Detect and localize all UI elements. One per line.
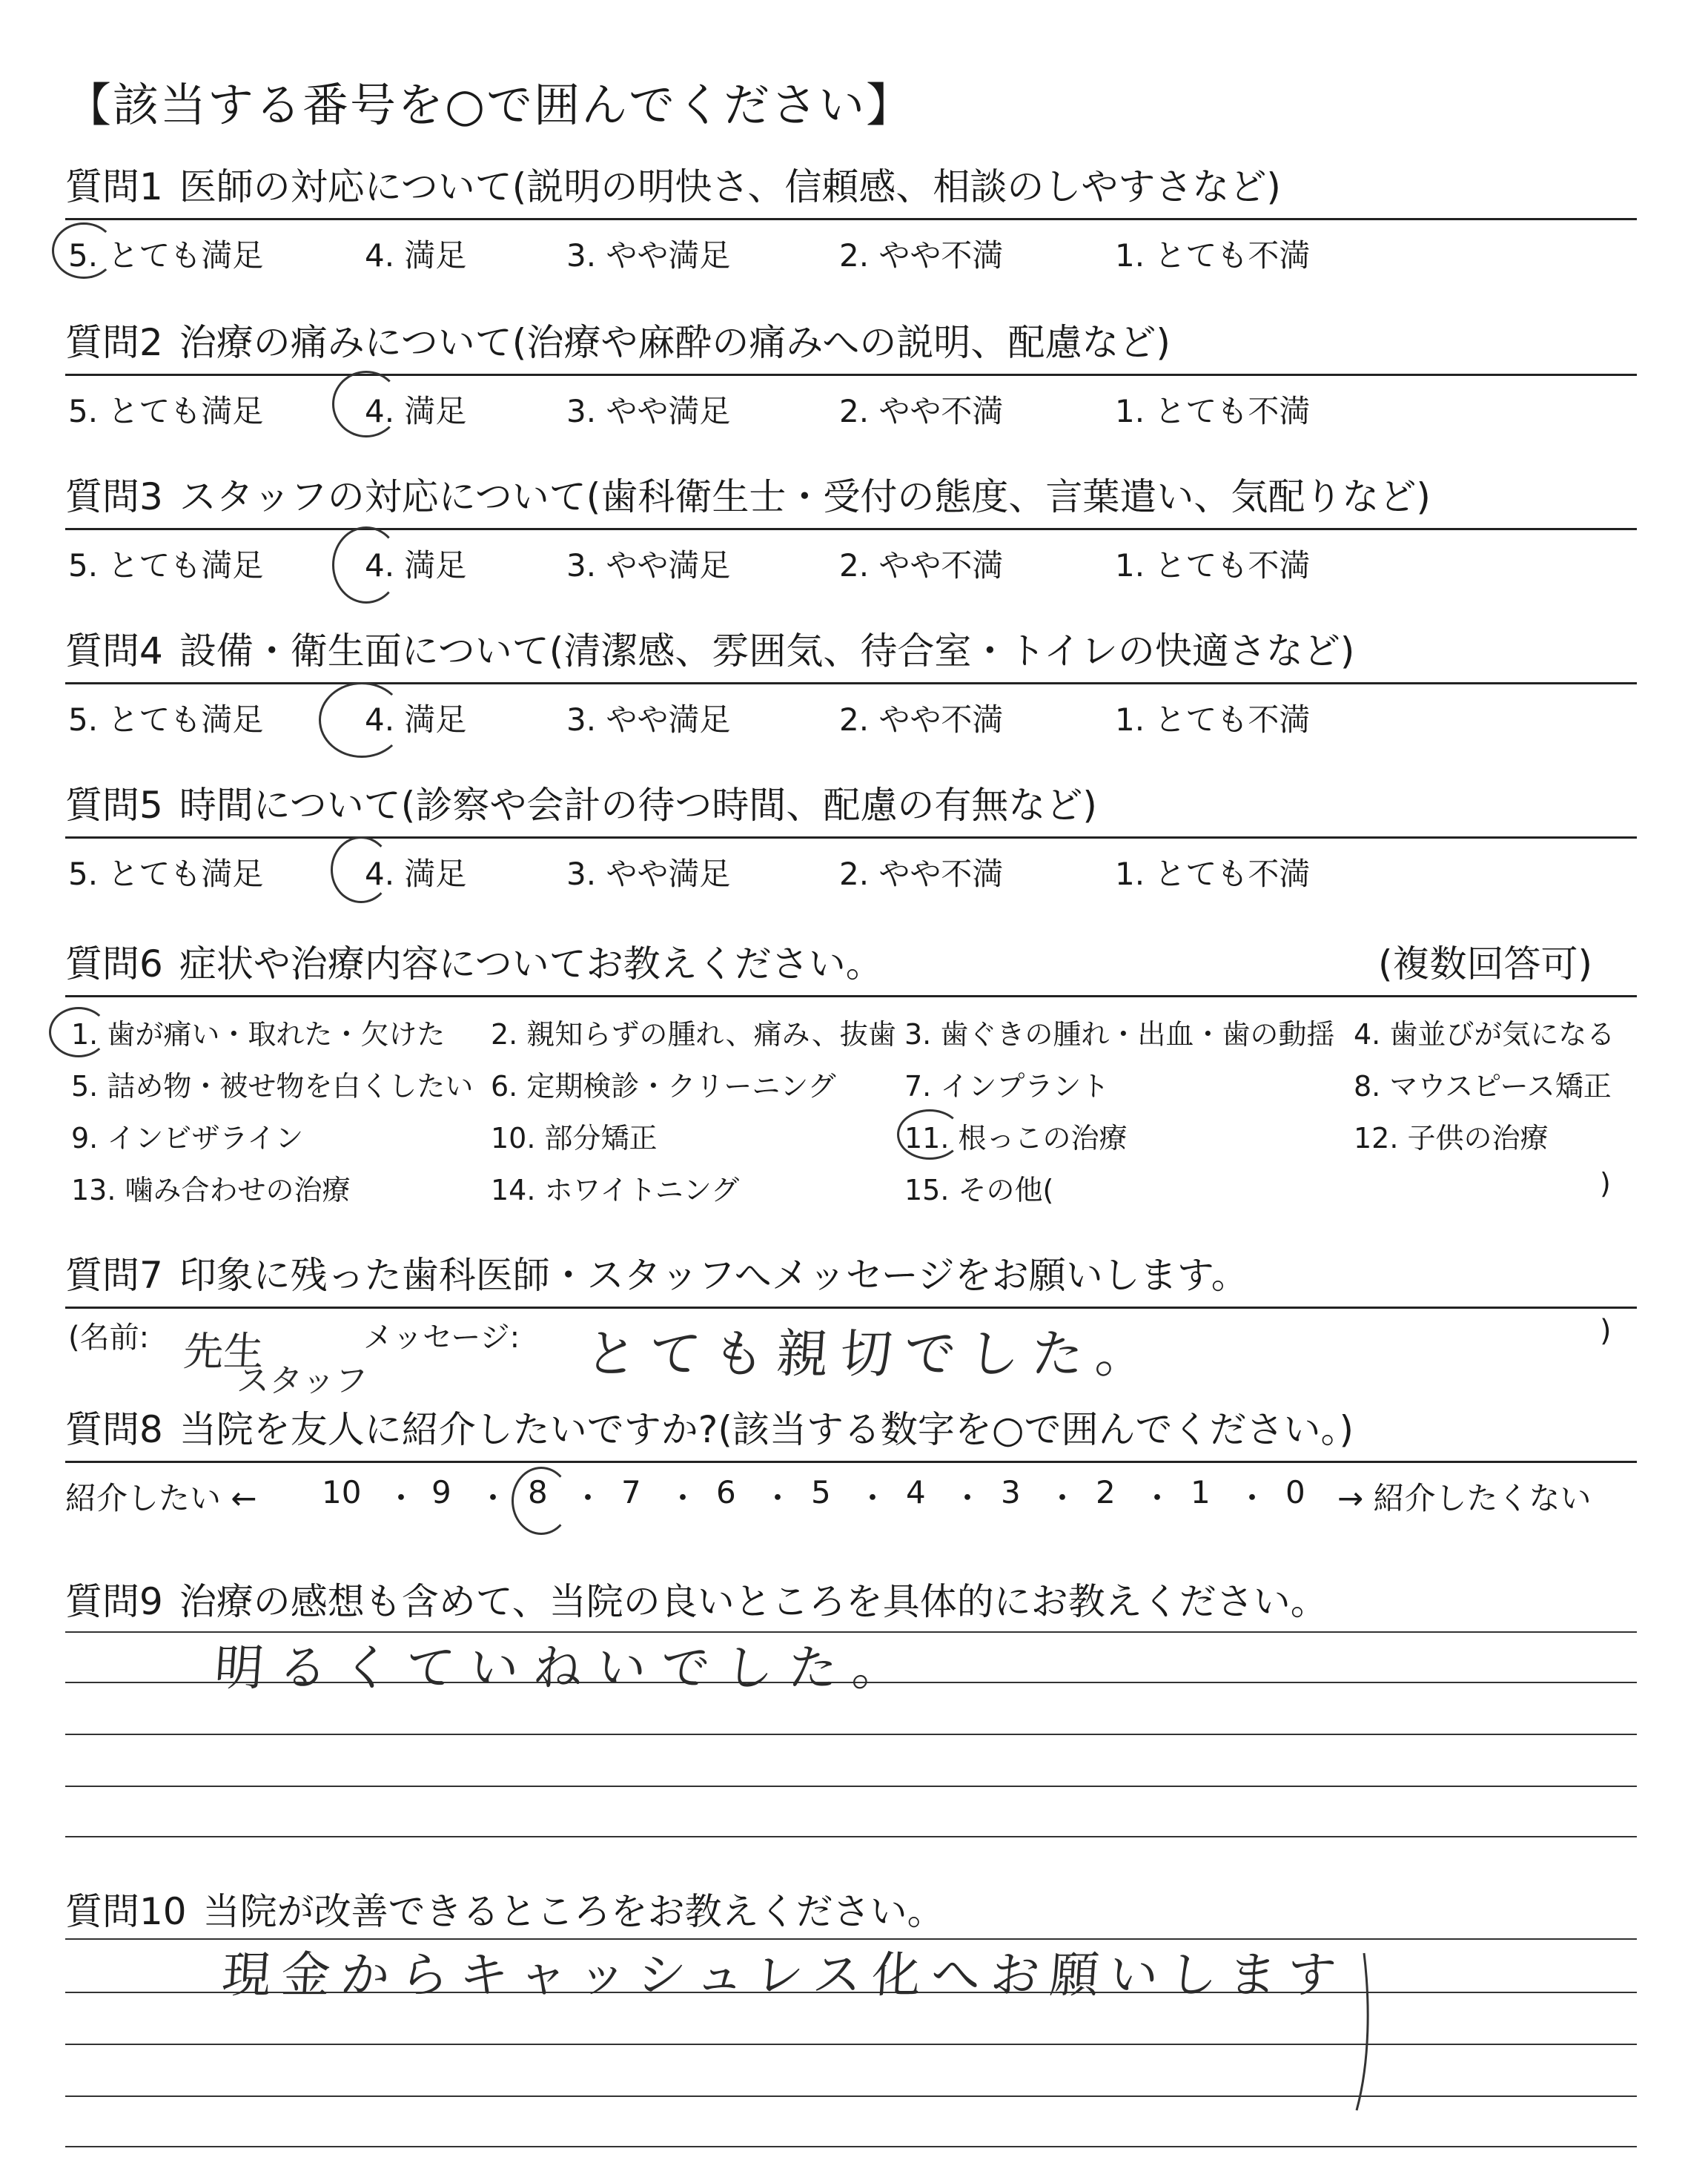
answer-circle	[319, 682, 405, 758]
scale-2[interactable]: 2	[1096, 1474, 1116, 1510]
scale-10[interactable]: 10	[322, 1474, 362, 1510]
question-number: 質問7	[65, 1254, 163, 1297]
question-number: 質問4	[65, 630, 163, 673]
question-number: 質問2	[65, 321, 163, 364]
question-7	[65, 1253, 1637, 1298]
option-2[interactable]: 2. やや不満	[839, 701, 1004, 738]
option-1[interactable]: 1. とても不満	[1115, 856, 1311, 892]
option-4[interactable]: 4. 満足	[365, 237, 467, 274]
option-1[interactable]: 1. とても不満	[1115, 701, 1311, 738]
symptom-3[interactable]: 3. 歯ぐきの腫れ・出血・歯の動揺	[904, 1018, 1335, 1051]
divider	[65, 995, 1637, 997]
option-4[interactable]: 4. 満足	[365, 547, 467, 584]
question-number: 質問5	[65, 784, 163, 827]
question-3	[65, 475, 1637, 519]
option-2[interactable]: 2. やや不満	[839, 237, 1004, 274]
option-5[interactable]: 5. とても満足	[68, 237, 264, 274]
answer-line	[65, 1786, 1637, 1787]
name-label: (名前:	[68, 1321, 150, 1355]
question-number: 質問1	[65, 165, 163, 208]
symptom-6[interactable]: 6. 定期検診・クリーニング	[491, 1070, 836, 1103]
scale-right-label: → 紹介したくない	[1337, 1480, 1592, 1516]
option-3[interactable]: 3. やや満足	[566, 393, 731, 429]
scale-dot: ・	[1237, 1480, 1268, 1516]
handwritten-name-staff: スタッフ	[235, 1362, 369, 1400]
answer-circle	[331, 836, 391, 903]
question-4	[65, 629, 1637, 673]
scale-dot: ・	[952, 1480, 984, 1516]
option-1[interactable]: 1. とても不満	[1115, 547, 1311, 584]
option-3[interactable]: 3. やや満足	[566, 856, 731, 892]
option-2[interactable]: 2. やや不満	[839, 393, 1004, 429]
pen-stroke	[1357, 1953, 1368, 2110]
question-number: 質問8	[65, 1408, 163, 1451]
symptom-7[interactable]: 7. インプラント	[904, 1070, 1110, 1103]
answer-circle	[332, 371, 400, 437]
option-3[interactable]: 3. やや満足	[566, 701, 731, 738]
scale-6[interactable]: 6	[716, 1474, 736, 1510]
scale-7[interactable]: 7	[621, 1474, 641, 1510]
option-4[interactable]: 4. 満足	[365, 393, 467, 429]
scale-dot: ・	[1142, 1480, 1174, 1516]
divider	[65, 836, 1637, 839]
question-title: 時間について(診察や会計の待つ時間、配慮の有無など)	[179, 784, 1097, 827]
question-title: 症状や治療内容についてお教えください。	[179, 942, 883, 985]
option-5[interactable]: 5. とても満足	[68, 393, 264, 429]
answer-circle	[897, 1109, 962, 1160]
option-2[interactable]: 2. やや不満	[839, 547, 1004, 584]
multiple-answer-note: (複数回答可)	[1377, 942, 1592, 985]
scale-8[interactable]: 8	[528, 1474, 548, 1510]
question-9	[65, 1579, 1637, 1624]
scale-dot: ・	[857, 1480, 889, 1516]
divider	[65, 682, 1637, 684]
symptom-2[interactable]: 2. 親知らずの腫れ、痛み、抜歯	[491, 1018, 896, 1051]
answer-circle	[52, 222, 116, 279]
question-number: 質問10	[65, 1890, 187, 1933]
handwritten-answer-q10: 現金からキャッシュレス化へお願いします	[219, 1946, 1348, 2004]
scale-dot: ・	[762, 1480, 794, 1516]
question-number: 質問3	[65, 475, 163, 518]
divider	[65, 1307, 1637, 1309]
scale-0[interactable]: 0	[1285, 1474, 1305, 1510]
symptom-13[interactable]: 13. 噛み合わせの治療	[71, 1174, 351, 1206]
answer-line	[65, 2146, 1637, 2147]
symptom-15-close: )	[1600, 1167, 1611, 1200]
scale-4[interactable]: 4	[906, 1474, 926, 1510]
option-5[interactable]: 5. とても満足	[68, 856, 264, 892]
question-6	[65, 942, 1637, 986]
symptom-14[interactable]: 14. ホワイトニング	[491, 1174, 740, 1206]
handwritten-answer-q9: 明るくていねいでした。	[212, 1639, 918, 1697]
divider	[65, 374, 1637, 376]
question-5	[65, 783, 1637, 828]
scale-dot: ・	[385, 1480, 417, 1516]
answer-circle	[512, 1467, 571, 1535]
handwritten-message: とても親切でした。	[583, 1324, 1162, 1384]
answer-line	[65, 2095, 1637, 2097]
question-1	[65, 165, 1637, 209]
scale-dot: ・	[667, 1480, 699, 1516]
scale-left-label: 紹介したい ←	[65, 1480, 257, 1516]
symptom-4[interactable]: 4. 歯並びが気になる	[1354, 1018, 1615, 1051]
scale-5[interactable]: 5	[811, 1474, 831, 1510]
question-number: 質問6	[65, 942, 163, 985]
answer-line	[65, 1836, 1637, 1837]
question-title: 治療の感想も含めて、当院の良いところを具体的にお教えください。	[179, 1580, 1328, 1623]
symptom-12[interactable]: 12. 子供の治療	[1354, 1122, 1549, 1155]
symptom-5[interactable]: 5. 詰め物・被せ物を白くしたい	[71, 1070, 474, 1103]
symptom-9[interactable]: 9. インビザライン	[71, 1122, 304, 1155]
option-2[interactable]: 2. やや不満	[839, 856, 1004, 892]
question-8	[65, 1407, 1637, 1452]
option-1[interactable]: 1. とても不満	[1115, 237, 1311, 274]
option-5[interactable]: 5. とても満足	[68, 547, 264, 584]
scale-dot: ・	[572, 1480, 604, 1516]
scale-3[interactable]: 3	[1001, 1474, 1021, 1510]
question-title: 設備・衛生面について(清潔感、雰囲気、待合室・トイレの快適さなど)	[179, 630, 1355, 673]
question-number: 質問9	[65, 1580, 163, 1623]
scale-9[interactable]: 9	[431, 1474, 451, 1510]
question-2	[65, 320, 1637, 365]
question-10	[65, 1889, 1637, 1934]
symptom-11[interactable]: 11. 根っこの治療	[904, 1122, 1128, 1155]
scale-1[interactable]: 1	[1191, 1474, 1211, 1510]
answer-line	[65, 1734, 1637, 1735]
symptom-10[interactable]: 10. 部分矯正	[491, 1122, 658, 1155]
question-title: 印象に残った歯科医師・スタッフへメッセージをお願いします。	[179, 1254, 1248, 1297]
handwritten-name: 先生	[182, 1328, 265, 1375]
question-title: 当院が改善できるところをお教えください。	[202, 1890, 944, 1933]
scale-dot: ・	[477, 1480, 509, 1516]
option-5[interactable]: 5. とても満足	[68, 701, 264, 738]
scale-dot: ・	[1047, 1480, 1079, 1516]
question-title: 医師の対応について(説明の明快さ、信頼感、相談のしやすさなど)	[179, 165, 1281, 208]
option-3[interactable]: 3. やや満足	[566, 547, 731, 584]
divider	[65, 218, 1637, 220]
divider	[65, 1461, 1637, 1463]
question-title: 当院を友人に紹介したいですか?(該当する数字を○で囲んでください。)	[179, 1408, 1354, 1451]
option-3[interactable]: 3. やや満足	[566, 237, 731, 274]
question-title: 治療の痛みについて(治療や麻酔の痛みへの説明、配慮など)	[179, 321, 1171, 364]
answer-line	[65, 2044, 1637, 2045]
option-1[interactable]: 1. とても不満	[1115, 393, 1311, 429]
answer-circle	[49, 1007, 108, 1057]
message-label: メッセージ:	[363, 1321, 520, 1355]
symptom-15[interactable]: 15. その他(	[904, 1174, 1054, 1206]
divider	[65, 528, 1637, 530]
instruction-header: 【該当する番号を○で囲んでください】	[65, 78, 914, 132]
symptom-8[interactable]: 8. マウスピース矯正	[1354, 1070, 1612, 1103]
symptom-1[interactable]: 1. 歯が痛い・取れた・欠けた	[71, 1018, 446, 1051]
answer-circle	[332, 526, 400, 604]
message-close: )	[1600, 1314, 1612, 1348]
option-4[interactable]: 4. 満足	[365, 856, 467, 892]
option-4[interactable]: 4. 満足	[365, 701, 467, 738]
question-title: スタッフの対応について(歯科衛生士・受付の態度、言葉遣い、気配りなど)	[179, 475, 1431, 518]
